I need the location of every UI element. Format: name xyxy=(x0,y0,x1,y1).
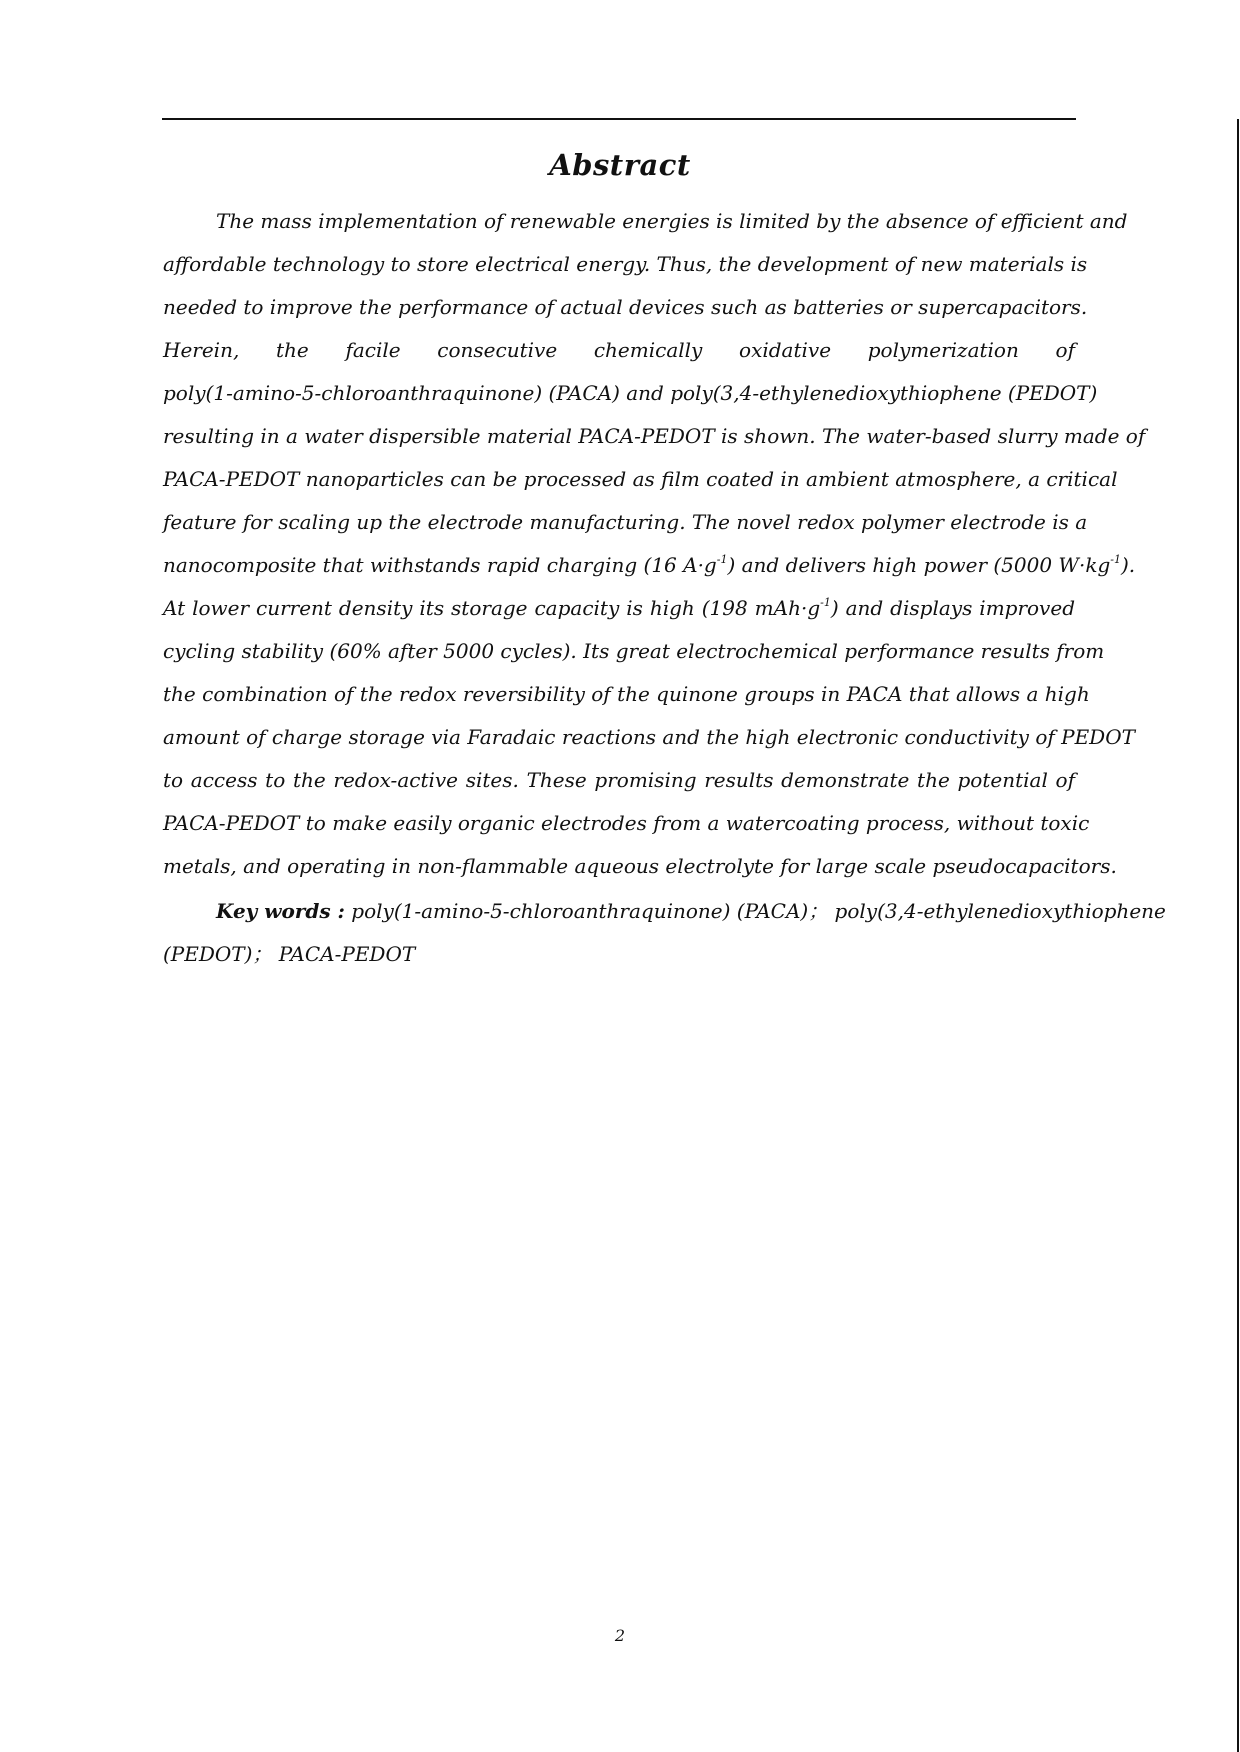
abstract-line: the combination of the redox reversibility of the quinone groups in PACA that allows a high xyxy=(163,682,1090,706)
page-number: 2 xyxy=(614,1626,626,1645)
superscript: -1 xyxy=(716,553,728,566)
abstract-line: to access to the redox-active sites. These promising results demonstrate the potential of xyxy=(163,768,1075,792)
page-title: Abstract xyxy=(549,148,691,182)
superscript: -1 xyxy=(820,596,831,609)
abstract-line: cycling stability (60% after 5000 cycles). Its great electrochemical performance results from xyxy=(163,639,1105,663)
keywords-line: (PEDOT)； PACA-PEDOT xyxy=(163,942,416,966)
abstract-line: resulting in a water dispersible material PACA-PEDOT is shown. The water-based slurry made of xyxy=(163,424,1146,448)
abstract-line xyxy=(163,587,1075,630)
abstract-line: feature for scaling up the electrode manufacturing. The novel redox polymer electrode is a xyxy=(163,510,1088,534)
header-rule xyxy=(162,118,1076,120)
abstract-line: poly(1-amino-5-chloroanthraquinone) (PACA) and poly(3,4-ethylenedioxythiophene (PEDOT) xyxy=(163,381,1098,405)
abstract-line: needed to improve the performance of actual devices such as batteries or supercapacitors. xyxy=(163,295,1088,319)
text-segment: ) and delivers high power (5000 W·kg xyxy=(727,553,1111,577)
abstract-line: Herein, the facile consecutive chemically oxidative polymerization of xyxy=(163,338,1075,362)
keywords-text: poly(1-amino-5-chloroanthraquinone) (PACA)； poly(3,4-ethylenedioxythiophene xyxy=(351,899,1166,923)
keywords-label: Key words : xyxy=(216,899,345,923)
text-segment: ). xyxy=(1120,553,1136,577)
text-segment: ) and displays improved xyxy=(830,596,1075,620)
abstract-line: PACA-PEDOT to make easily organic electrodes from a watercoating process, without toxic xyxy=(163,811,1090,835)
keywords-section xyxy=(163,890,1166,976)
text-segment: nanocomposite that withstands rapid charging (16 A·g xyxy=(163,553,717,577)
abstract-line: The mass implementation of renewable energies is limited by the absence of efficient and xyxy=(216,209,1128,233)
text-segment: At lower current density its storage capacity is high (198 mAh·g xyxy=(163,596,821,620)
abstract-line: amount of charge storage via Faradaic reactions and the high electronic conductivity of PEDOT xyxy=(163,725,1135,749)
abstract-line: metals, and operating in non-flammable aqueous electrolyte for large scale pseudocapacitors. xyxy=(163,854,1117,878)
keywords-line xyxy=(163,890,1166,933)
abstract-line xyxy=(163,544,1136,587)
abstract-line: PACA-PEDOT nanoparticles can be processed as film coated in ambient atmosphere, a critical xyxy=(163,467,1118,491)
abstract-line: affordable technology to store electrical energy. Thus, the development of new materials is xyxy=(163,252,1088,276)
superscript: -1 xyxy=(1110,553,1121,566)
abstract-body xyxy=(163,200,1146,888)
page-edge-line xyxy=(1237,119,1239,1752)
